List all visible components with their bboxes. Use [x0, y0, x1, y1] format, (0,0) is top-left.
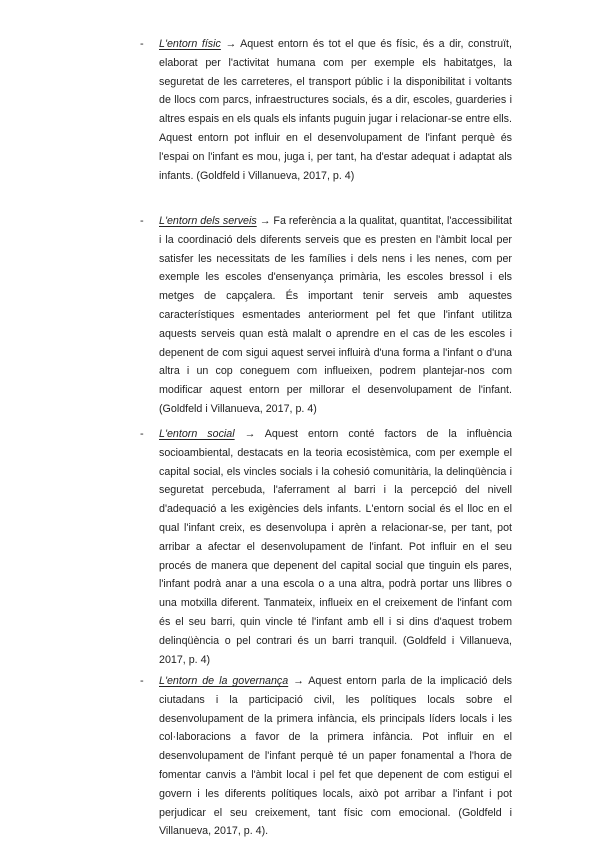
item-arrow: → [225, 38, 237, 50]
list-item-text [159, 212, 512, 419]
list-bullet: - [140, 428, 144, 440]
list-item-text [159, 35, 512, 185]
list-bullet: - [140, 675, 144, 687]
item-term: L'entorn físic [159, 38, 221, 50]
list-bullet: - [140, 215, 144, 227]
item-arrow: → [259, 215, 271, 227]
item-arrow: → [293, 675, 304, 687]
list-bullet: - [140, 38, 144, 50]
list-item-text [159, 425, 512, 669]
item-arrow: → [244, 428, 256, 440]
item-term: L'entorn de la governança [159, 675, 289, 687]
list-item-text [159, 672, 512, 841]
item-term: L'entorn social [159, 428, 235, 440]
item-body: Aquest entorn és tot el que és físic, és a dir, construït, elaborat per l'activitat humana com per exemple els habitatges, la seguretat de les carreteres, el transport públic i la disponibilitat i voltants de llocs com parcs, infraestructures socials, és a dir, escoles, guarderies i altres espais en els quals els infants puguin jugar i relacionar-se entre ells. Aquest entorn pot influir en el desenvolupament de l'infant perquè és l'espai on l'infant es mou, juga i, per tant, ha d'estar adequat i adaptat als infants. (Goldfeld i Villanueva, 2017, p. 4) [159, 38, 512, 182]
item-body: Aquest entorn parla de la implicació dels ciutadans i la participació civil, les polítiques locals sobre el desenvolupament de la primera infància, els principals líders locals i les col·laboracions a favor de la primera infància. Pot influir en el desenvolupament de l'infant perquè té un paper fonamental a l'hora de fomentar canvis a l'àmbit local i pel fet que depenent de com estigui el govern i les diferents polítiques locals, això pot arribar a l'infant i pot perjudicar el seu creixement, tant físic com emocional. (Goldfeld i Villanueva, 2017, p. 4). [159, 675, 512, 838]
item-term: L'entorn dels serveis [159, 215, 257, 227]
item-body: Fa referència a la qualitat, quantitat, l'accessibilitat i la coordinació dels diferents serveis que es presten en l'àmbit local per satisfer les necessitats de les famílies i dels nens i les nenes, com per exemple les escoles d'ensenyança primària, les escoles bressol i els metges de capçalera. És important tenir serveis amb aquestes característiques esmentades anteriorment pel fet que l'infant utilitza aquests serveis quan està malalt o aprendre en el cas de les escoles i depenent de com sigui aquest servei influirà d'una forma a l'infant o d'una altra i un cop coneguem com influeixen, podrem plantejar-nos com modificar aquest entorn per millorar el desenvolupament de l'infant. (Goldfeld i Villanueva, 2017, p. 4) [159, 215, 513, 415]
item-body: Aquest entorn conté factors de la influència socioambiental, destacats en la teoria ecosistèmica, com per exemple el capital social, els vincles socials i la cohesió comunitària, la delinqüència i seguretat percebuda, l'aferrament al barri i la percepció del nivell d'adequació a les exigències dels infants. L'entorn social és el lloc en el qual l'infant creix, es desenvolupa i aprèn a relacionar-se, per tant, pot arribar a afectar el desenvolupament de l'infant. Pot influir en el seu procés de manera que depenent del capital social que tinguin els pares, l'infant podrà anar a una escola o a una altra, podrà portar uns llibres o una motxilla diferent. Tanmateix, influeix en el creixement de l'infant com és el seu barri, quin vincle té l'infant amb ell i si dins d'aquest trobem delinqüència o pel contrari és un barri tranquil. (Goldfeld i Villanueva, 2017, p. 4) [159, 428, 512, 666]
